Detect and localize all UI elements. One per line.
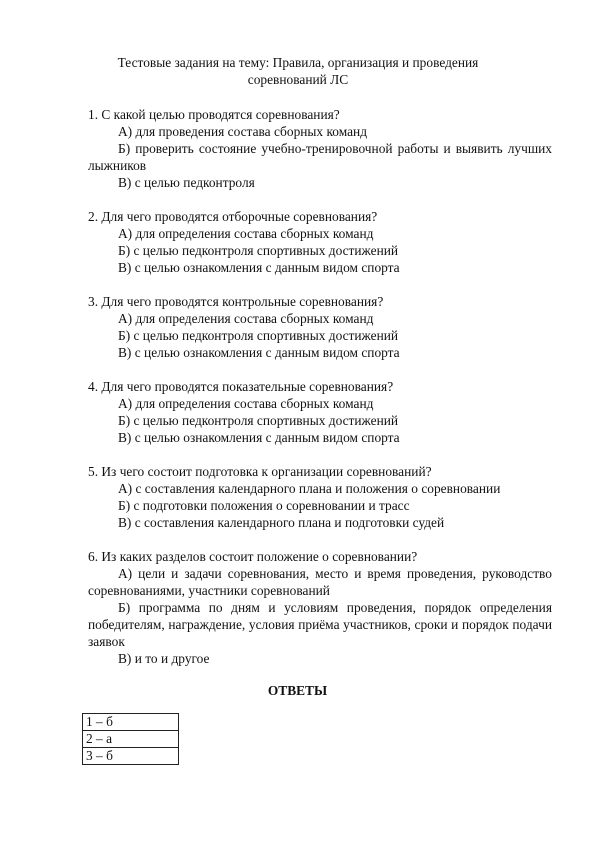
option-a: А) для определения состава сборных команд	[118, 226, 374, 241]
question-text: 4. Для чего проводятся показательные соревнования?	[88, 379, 394, 394]
option-b: Б) программа по дням и условиям проведения, порядок определения победителям, награждение, условия приёма участников, сроки и порядок подачи заявок	[88, 600, 552, 649]
question-2	[88, 208, 552, 276]
option-b: Б) проверить состояние учебно-тренировочной работы и выявить лучших лыжников	[88, 141, 552, 173]
question-text: 6. Из каких разделов состоит положение о соревновании?	[88, 549, 418, 564]
option-a: А) с составления календарного плана и положения о соревновании	[118, 481, 501, 496]
question-5	[88, 463, 552, 531]
question-1	[88, 106, 552, 191]
answers-heading: ОТВЕТЫ	[267, 683, 328, 698]
question-text: 1. С какой целью проводятся соревнования?	[88, 107, 340, 122]
option-b: Б) с целью педконтроля спортивных достижений	[118, 328, 399, 343]
table-row	[83, 748, 179, 765]
option-c: В) с целью ознакомления с данным видом спорта	[118, 430, 400, 445]
question-text: 3. Для чего проводятся контрольные соревнования?	[88, 294, 384, 309]
option-a: А) для проведения состава сборных команд	[118, 124, 368, 139]
option-b: Б) с подготовки положения о соревновании и трасс	[118, 498, 410, 513]
answer-cell: 2 – а	[83, 731, 179, 748]
option-b: Б) с целью педконтроля спортивных достижений	[118, 243, 399, 258]
option-c: В) с целью ознакомления с данным видом спорта	[118, 345, 400, 360]
questions-list	[88, 106, 552, 684]
question-text: 5. Из чего состоит подготовка к организации соревнований?	[88, 464, 432, 479]
option-c: В) с составления календарного плана и подготовки судей	[118, 515, 445, 530]
title-line-2: соревнований ЛС	[247, 72, 349, 87]
question-6	[88, 548, 552, 667]
question-3	[88, 293, 552, 361]
table-row	[83, 731, 179, 748]
option-b: Б) с целью педконтроля спортивных достижений	[118, 413, 399, 428]
option-a: А) для определения состава сборных команд	[118, 311, 374, 326]
option-a: А) для определения состава сборных команд	[118, 396, 374, 411]
question-4	[88, 378, 552, 446]
table-row	[83, 714, 179, 731]
option-c: В) с целью ознакомления с данным видом спорта	[118, 260, 400, 275]
answer-cell: 1 – б	[83, 714, 179, 731]
question-text: 2. Для чего проводятся отборочные соревнования?	[88, 209, 378, 224]
answers-table	[82, 713, 179, 765]
option-a: А) цели и задачи соревнования, место и время проведения, руководство соревнованиями, участники соревнований	[88, 566, 552, 598]
option-c: В) и то и другое	[118, 651, 210, 666]
title-line-1: Тестовые задания на тему: Правила, организация и проведения	[117, 55, 479, 70]
option-c: В) с целью педконтроля	[118, 175, 255, 190]
answer-cell: 3 – б	[83, 748, 179, 765]
document-title	[88, 54, 508, 88]
